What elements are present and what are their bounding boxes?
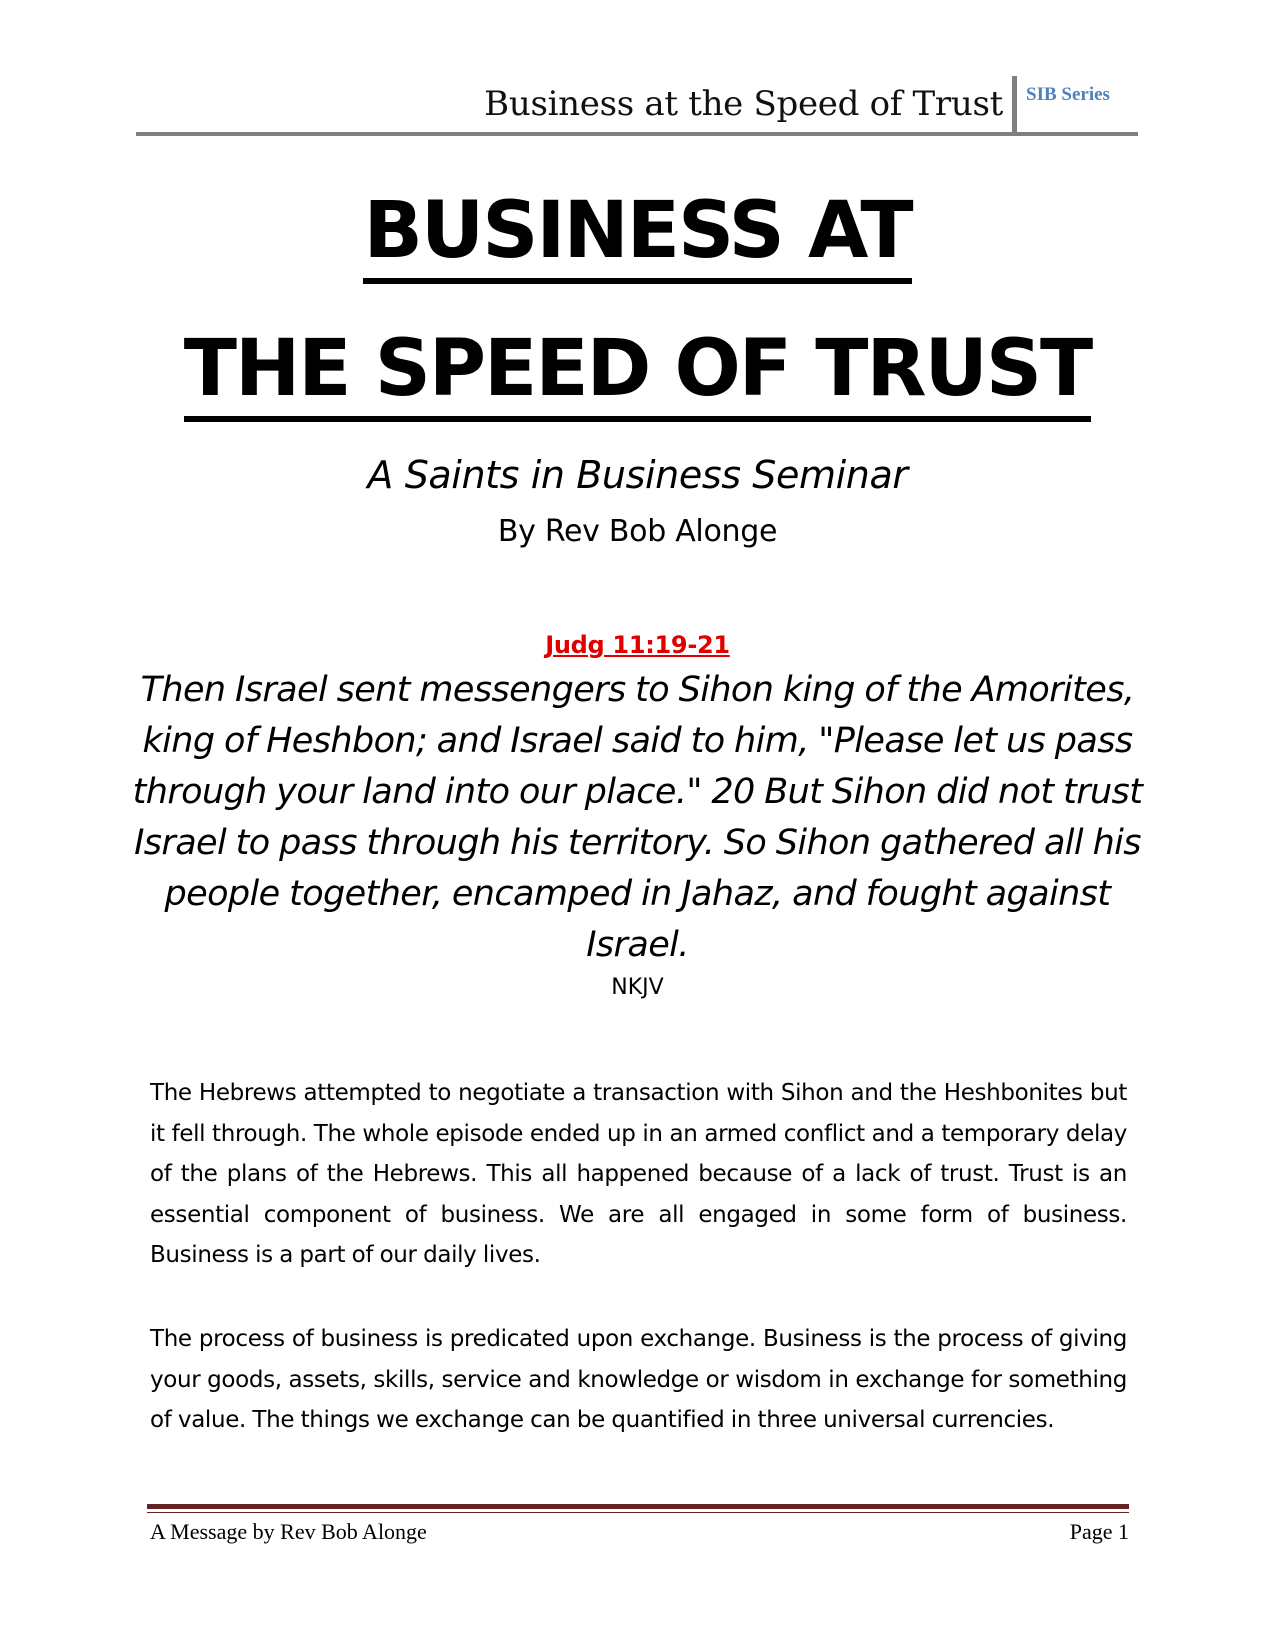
- title-text-2: THE SPEED OF TRUST: [184, 330, 1091, 422]
- document-title-line-2: [0, 324, 1275, 422]
- title-text-1: BUSINESS AT: [363, 192, 911, 284]
- header-rule: [136, 132, 1138, 136]
- header-title: Business at the Speed of Trust: [484, 84, 1003, 124]
- header-series-label: SIB Series: [1026, 84, 1110, 105]
- body-paragraph: The Hebrews attempted to negotiate a transaction with Sihon and the Heshbonites but it fell through. The whole episode ended up in an armed conflict and a temporary delay of the plans of the Hebrews. This all happened because of a lack of trust. Trust is an essential component of business. We are all engaged in some form of business. Business is a part of our daily lives.: [150, 1080, 1127, 1269]
- document-author: By Rev Bob Alonge: [497, 514, 778, 549]
- footer-author-note: A Message by Rev Bob Alonge: [150, 1519, 427, 1544]
- page-header: [136, 72, 1138, 138]
- page-number: Page 1: [1069, 1519, 1129, 1544]
- document-subtitle: A Saints in Business Seminar: [367, 453, 908, 497]
- document-title-line-1: [0, 186, 1275, 284]
- scripture-text: Then Israel sent messengers to Sihon king of the Amorites, king of Heshbon; and Israel said to him, "Please let us pass through your land into our place." 20 But Sihon did not trust Israel to pass through his territory. So Sihon gathered all his people together, encamped in Jahaz, and fought against Israel.: [132, 670, 1143, 965]
- header-divider: [1012, 76, 1017, 134]
- scripture-version: NKJV: [611, 975, 664, 1000]
- body-paragraph: The process of business is predicated upon exchange. Business is the process of giving your goods, assets, skills, service and knowledge or wisdom in exchange for something of value. The things we exchange can be quantified in three universal currencies.: [150, 1326, 1127, 1434]
- scripture-reference: Judg 11:19-21: [545, 631, 730, 659]
- footer-rule-thin: [147, 1512, 1129, 1513]
- footer-rule-thick: [147, 1504, 1129, 1509]
